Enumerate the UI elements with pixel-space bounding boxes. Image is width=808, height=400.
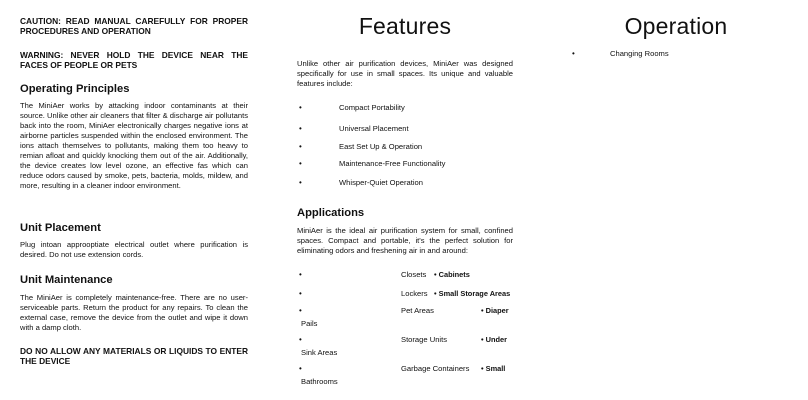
- bullet-icon: •: [299, 159, 302, 168]
- right-column: Operation • Changing Rooms: [562, 0, 790, 400]
- warning-notice: WARNING: NEVER HOLD THE DEVICE NEAR THE FACES OF PEOPLE OR PETS: [20, 50, 248, 70]
- unit-maintenance-heading: Unit Maintenance: [20, 274, 113, 286]
- bullet-icon: •: [299, 142, 302, 151]
- features-intro: Unlike other air purification devices, MiniAer was designed specifically for use in small spaces. Its unique and valuable features include:: [297, 59, 513, 88]
- bullet-icon: •: [299, 103, 302, 112]
- bullet-icon: •: [299, 178, 302, 187]
- unit-placement-heading: Unit Placement: [20, 222, 101, 234]
- bullet-icon: •: [299, 270, 302, 279]
- middle-column: Features Unlike other air purification devices, MiniAer was designed specifically for use in small spaces. Its unique and valuable features include: • Compact Portability • Universal Placement • East Set Up & Operation • Maintenance-Free Functionality • Whisper-Quiet Operation Applications MiniAer is the ideal air purification system for small, confined spaces. Compact and portable, it's the perfect solution for eliminating odors and freshening air in and around: • Closets • Cabinets • Lockers • Small Storage Areas • Pet Areas • Diaper Pails • Storage Units • Under Sink Areas • Garbage Containers • Small Bathrooms: [297, 13, 513, 386]
- unit-maintenance-text: The MiniAer is completely maintenance-free. There are no user-serviceable parts. Return the product for any repairs. To clean the external case, remove the device from the outlet and wipe it down with a damp cloth.: [20, 293, 248, 332]
- bullet-icon: •: [299, 306, 302, 315]
- applications-heading: Applications: [297, 207, 365, 219]
- unit-placement-text: Plug intoan approoptiate electrical outlet where purification is desired. Do not use extension cords.: [20, 240, 248, 259]
- bullet-icon: •: [299, 335, 302, 344]
- operating-principles-heading: Operating Principles: [20, 83, 130, 95]
- bullet-icon: •: [299, 289, 302, 298]
- bullet-icon: •: [299, 364, 302, 373]
- features-title: Features: [358, 13, 452, 39]
- bullet-icon: •: [572, 49, 575, 58]
- bullet-icon: •: [299, 124, 302, 133]
- applications-intro: MiniAer is the ideal air purification system for small, confined spaces. Compact and portable, it's the perfect solution for eliminating odors and freshening air in and around:: [297, 226, 513, 255]
- operation-title: Operation: [624, 13, 728, 39]
- operating-principles-text: The MiniAer works by attacking indoor contaminants at their source. Unlike other air cleaners that filter & discharge air pollutants back into the room, MiniAer electronically charges negative ions at airborne particles suspended within the enclosed environment. The ions attach themselves to pollutants, making them too heavy to remian afloat and quickly knocking them out of the air. Additionally, the device creates low level ozone, an effective fas which can reduce odors caused by smoke, pets, bacteria, molds, mildew, and more, resulting in a cleaner indoor environment.: [20, 101, 248, 190]
- left-column: [20, 0, 248, 400]
- materials-warning: DO NO ALLOW ANY MATERIALS OR LIQUIDS TO ENTER THE DEVICE: [20, 346, 248, 366]
- caution-notice: CAUTION: READ MANUAL CAREFULLY FOR PROPER PROCEDURES AND OPERATION: [20, 16, 248, 36]
